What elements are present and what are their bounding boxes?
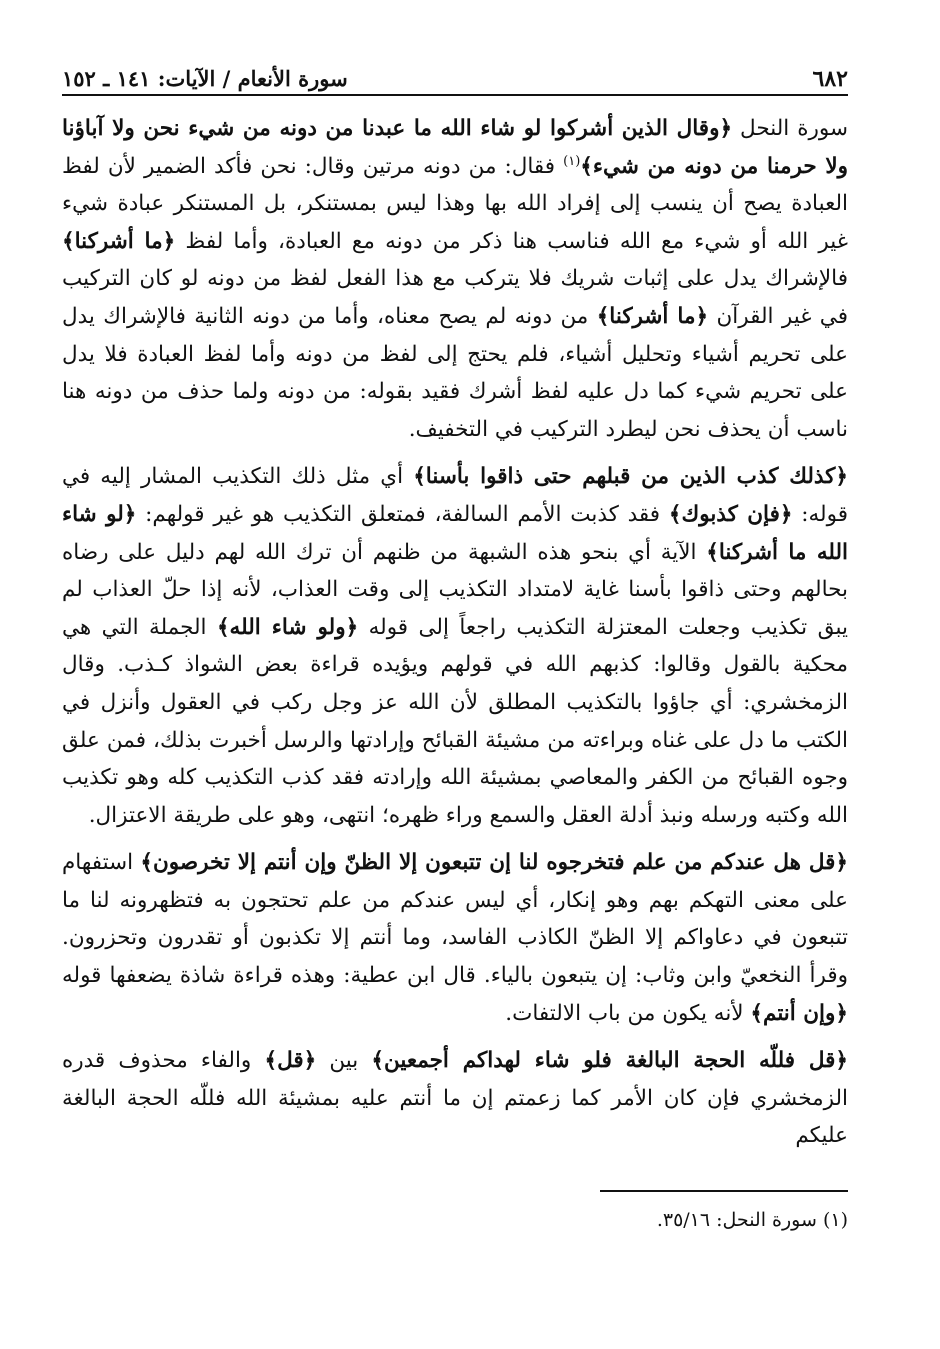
- paragraph-3: [62, 844, 848, 1032]
- quran-quote: ﴿كذلك كذب الذين من قبلهم حتى ذاقوا بأسنا﴾: [413, 464, 848, 490]
- quran-quote: ﴿ما أشركنا﴾: [596, 303, 709, 329]
- text-run: الآية أي بنحو هذه الشبهة من ظنهم أن ترك الله لهم دليل على رضاه بحالهم وحتى ذاقوا بأسنا غاية لامتداد التكذيب إلى وقت العذاب، لأنه إذا حلّ العذاب لم يبق تكذيب وجعلت المعتزلة التكذيب راجعاً إلى قوله: [62, 539, 848, 640]
- footnote-text: سورة النحل: ٣٥/١٦.: [656, 1209, 823, 1231]
- header-title: سورة الأنعام / الآيات: ١٤١ ـ ١٥٢: [62, 66, 348, 91]
- paragraph-4: [62, 1042, 848, 1155]
- text-run: لأنه يكون من باب الالتفات.: [505, 1000, 751, 1026]
- text-run: فالإشراك يدل على إثبات شريك فلا يتركب مع هذا الفعل لفظ من دونه لو كان التركيب في غير القرآن: [62, 266, 848, 329]
- text-run: من دونه لم يصح معناه، وأما من دونه الثانية فالإشراك يدل على تحريم أشياء وتحليل أشياء، فلم يحتج إلى لفظ من دونه وأما لفظ العبادة فلا يدل على تحريم شيء كما دل عليه لفظ أشرك فقيد بقوله: من دونه ولما حذف من دونه هنا ناسب أن يحذف نحن ليطرد التركيب في التخفيف.: [62, 303, 848, 442]
- text-run: فقد كذبت الأمم السالفة، فمتعلق التكذيب هو غير قولهم:: [136, 501, 669, 527]
- quran-quote: ﴿قل هل عندكم من علم فتخرجوه لنا إن تتبعون إلا الظنّ وإن أنتم إلا تخرصون﴾: [140, 850, 848, 876]
- footnote: [348, 1206, 848, 1234]
- quran-quote: ﴿لو شاء الله ما أشركنا﴾: [62, 501, 848, 565]
- text-run: استفهام على معنى التهكم بهم وهو إنكار، أي ليس عندكم من علم تحتجون به فتظهرونه لنا ما تتبعون في دعاواكم إلا الظنّ الكاذب الفاسد، وما أنتم إلا تكذبون أو تقدرون وتحزرون. وقرأ النخعيّ وابن وثاب: إن يتبعون بالياء. قال ابن عطية: وهذه قراءة شاذة يضعفها قوله: [62, 850, 848, 989]
- running-header: [62, 58, 848, 96]
- quran-quote: ﴿فإن كذبوك﴾: [668, 501, 793, 527]
- quran-quote: ﴿ولو شاء الله﴾: [216, 614, 359, 640]
- text-run: أي مثل ذلك التكذيب المشار إليه في قوله:: [62, 464, 848, 527]
- text-run: فقال: من دونه مرتين وقال: نحن فأكد الضمير لأن لفظ العبادة يصح أن ينسب إلى إفراد الله بها وهذا ليس بمستنكر، بل المستنكر عبادة شيء غير الله أو شيء مع الله فناسب هنا ذكر من دونه مع العبادة، وأما لفظ: [62, 153, 849, 254]
- page-number: ٦٨٢: [812, 66, 848, 92]
- quran-quote: ﴿قل﴾: [264, 1048, 317, 1074]
- text-run: بين: [316, 1048, 372, 1074]
- footnote-marker: (١): [822, 1209, 848, 1231]
- main-text: [62, 110, 848, 1155]
- footnote-reference: (١): [563, 153, 581, 169]
- footnote-divider: [600, 1190, 848, 1192]
- text-run: سورة النحل: [732, 116, 848, 141]
- quran-quote: ﴿وقال الذين أشركوا لو شاء الله ما عبدنا من دونه من شيء نحن ولا آباؤنا ولا حرمنا من دونه من شيء﴾: [62, 116, 848, 179]
- text-run: الجملة التي هي محكية بالقول وقالوا: كذبهم الله في قولهم ويؤيده قراءة بعض الشواذ كـذب. وقال الزمخشري: أي جاؤوا بالتكذيب المطلق لأن الله عز وجل ركب في العقول وأنزل في الكتب ما دل على غناه وبراءته من مشيئة القبائح وإرادتها والرسل أخبرت بذلك، فمن علق وجوه القبائح من الكفر والمعاصي بمشيئة الله وإرادته فقد كذب التكذيب كله وهو تكذيب الله وكتبه ورسله ونبذ أدلة العقل والسمع وراء ظهره؛ انتهى، وهو على طريقة الاعتزال.: [62, 614, 848, 828]
- paragraph-2: [62, 458, 848, 834]
- quran-quote: ﴿ما أشركنا﴾: [62, 228, 176, 254]
- paragraph-1: [62, 110, 848, 448]
- quran-quote: ﴿قل فللّه الحجة البالغة فلو شاء لهداكم أجمعين﴾: [371, 1048, 848, 1074]
- text-run: والفاء محذوف قدره الزمخشري فإن كان الأمر كما زعمتم إن ما أنتم عليه بمشيئة الله فللّه الحجة البالغة عليكم: [62, 1048, 848, 1149]
- quran-quote: ﴿وإن أنتم﴾: [750, 1000, 848, 1026]
